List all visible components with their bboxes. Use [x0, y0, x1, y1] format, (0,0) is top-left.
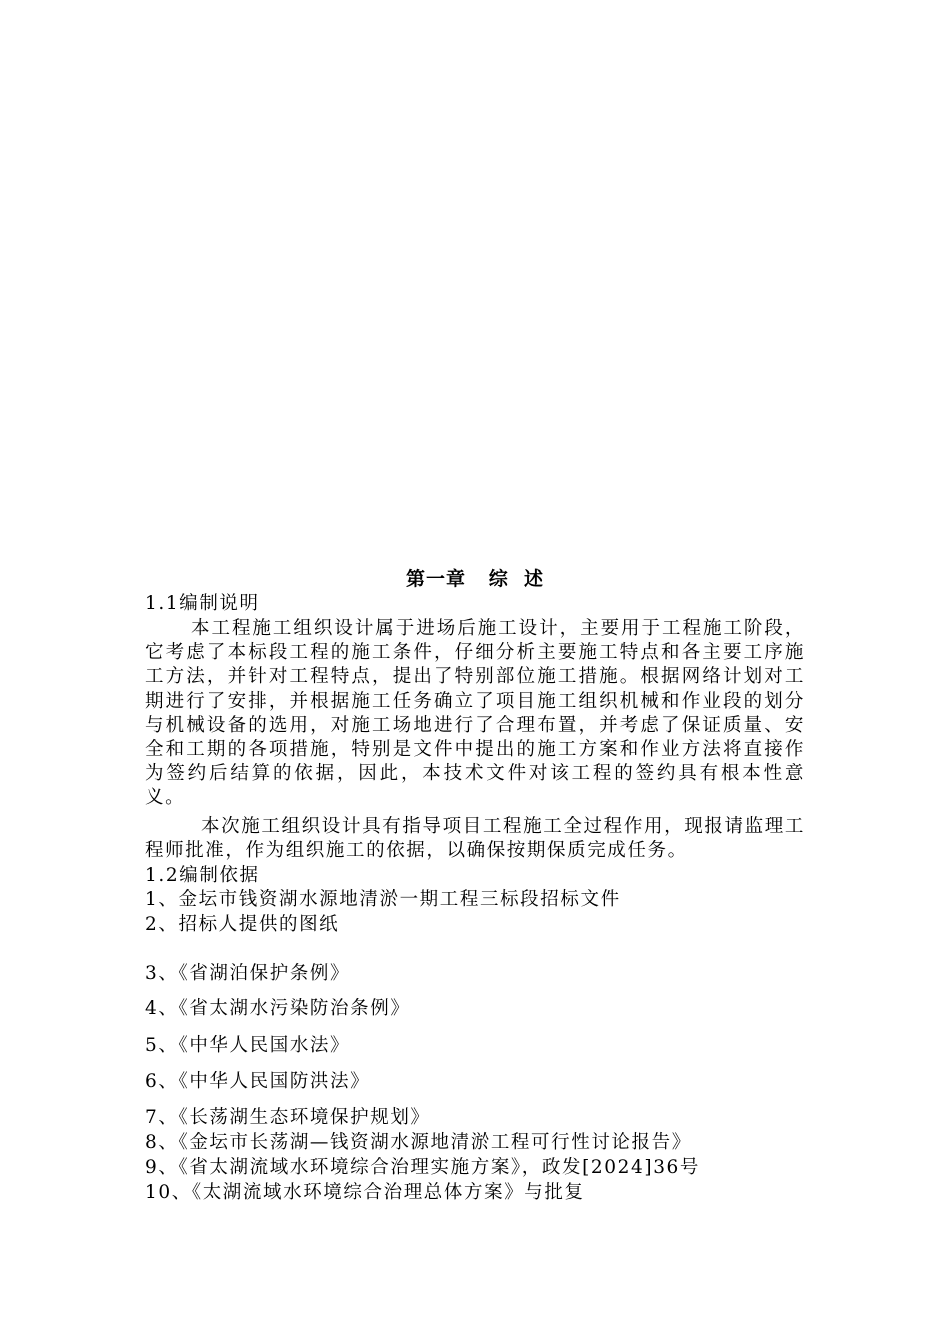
- basis-list-item: 2、招标人提供的图纸: [145, 914, 340, 935]
- chapter-title: 第一章 综 述: [405, 568, 545, 590]
- basis-list-item: 4、《省太湖水污染防治条例》: [145, 998, 411, 1019]
- basis-list-item: 10、《太湖流域水环境综合治理总体方案》与批复: [145, 1182, 585, 1203]
- basis-list-item: 8、《金坛市长荡湖—钱资湖水源地清淤工程可行性讨论报告》: [145, 1132, 692, 1153]
- basis-list-item: 3、《省湖泊保护条例》: [145, 963, 351, 984]
- paragraph-compilation-notes-1: 本工程施工组织设计属于进场后施工设计，主要用于工程施工阶段，它考虑了本标段工程的施工条件，仔细分析主要施工特点和各主要工序施工方法，并针对工程特点，提出了特别部位施工措施。根据网络计划对工期进行了安排，并根据施工任务确立了项目施工组织机械和作业段的划分与机械设备的选用，对施工场地进行了合理布置，并考虑了保证质量、安全和工期的各项措施，特别是文件中提出的施工方案和作业方法将直接作为签约后结算的依据，因此，本技术文件对该工程的签约具有根本性意义。: [145, 618, 805, 809]
- paragraph-compilation-notes-2: 本次施工组织设计具有指导项目工程施工全过程作用，现报请监理工程师批准，作为组织施工的依据，以确保按期保质完成任务。: [145, 816, 805, 862]
- basis-list-item: 6、《中华人民国防洪法》: [145, 1071, 371, 1092]
- basis-list-item: 1、金坛市钱资湖水源地清淤一期工程三标段招标文件: [145, 889, 621, 910]
- section-heading-compilation-basis: 1.2编制依据: [145, 865, 260, 886]
- basis-list-item: 7、《长荡湖生态环境保护规划》: [145, 1107, 431, 1128]
- section-heading-compilation-notes: 1.1编制说明: [145, 593, 260, 614]
- basis-list-item: 5、《中华人民国水法》: [145, 1035, 351, 1056]
- basis-list-item: 9、《省太湖流域水环境综合治理实施方案》，政发[2024]36号: [145, 1157, 701, 1178]
